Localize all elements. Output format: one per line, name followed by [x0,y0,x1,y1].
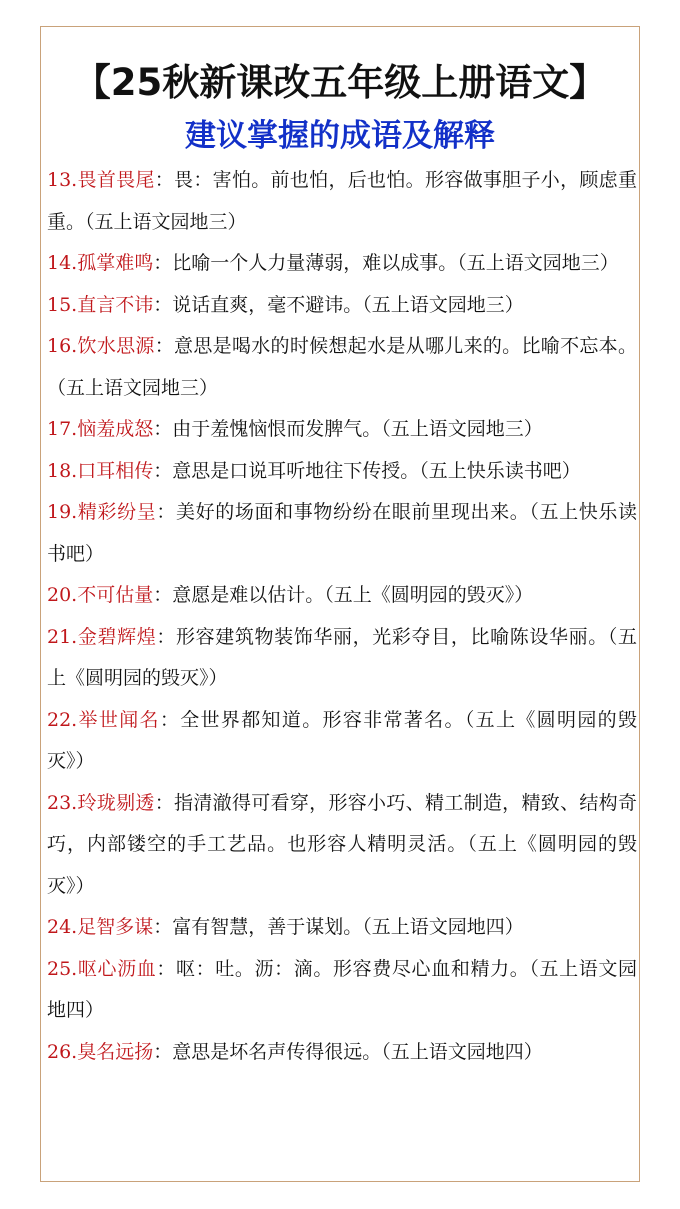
idiom-entry: 16.饮水思源：意思是喝水的时候想起水是从哪儿来的。比喻不忘本。（五上语文园地三） [47,335,637,399]
idiom-term: 饮水思源 [77,335,155,357]
idiom-entry: 20.不可估量：意愿是难以估计。（五上《圆明园的毁灭》） [47,584,534,606]
idiom-term: 呕心沥血 [77,957,157,980]
entry-number: 24. [47,916,78,938]
idiom-entry: 17.恼羞成怒：由于羞愧恼恨而发脾气。（五上语文园地三） [47,418,543,440]
idiom-term: 孤掌难鸣 [77,252,154,274]
entry-number: 15. [47,293,78,316]
entry-number: 14. [47,252,78,274]
entry-number: 26. [47,1040,78,1063]
page-subtitle: 建议掌握的成语及解释 [185,118,495,154]
idiom-entry: 23.玲珑剔透：指清澈得可看穿，形容小巧、精工制造，精致、结构奇巧，内部镂空的手工艺品。也形容人精明灵活。（五上《圆明园的毁灭》） [47,791,637,897]
idiom-term: 口耳相传 [77,459,154,482]
idiom-entry: 26.臭名远扬：意思是坏名声传得很远。（五上语文园地四） [47,1040,543,1063]
idiom-explanation: 美好的场面和事物纷纷在眼前里现出来。（五上快乐读书吧） [47,501,637,565]
entry-number: 25. [47,957,78,980]
idiom-term: 直言不讳 [77,293,154,316]
idiom-term: 不可估量 [77,584,154,606]
entry-number: 19. [47,501,78,523]
idiom-explanation: 指清澈得可看穿，形容小巧、精工制造，精致、结构奇巧，内部镂空的手工艺品。也形容人精明灵活。（五上《圆明园的毁灭》） [47,791,637,897]
entry-number: 17. [47,418,78,440]
idiom-term: 玲珑剔透 [77,791,155,814]
idiom-explanation: 意思是喝水的时候想起水是从哪儿来的。比喻不忘本。（五上语文园地三） [47,335,637,399]
idiom-term: 金碧辉煌 [77,625,157,648]
idiom-entry: 18.口耳相传：意思是口说耳听地往下传授。（五上快乐读书吧） [47,459,581,482]
idiom-term: 精彩纷呈 [77,501,157,523]
idiom-term: 足智多谋 [77,916,154,938]
entry-number: 13. [47,169,78,191]
idiom-explanation: 富有智慧，善于谋划。（五上语文园地四） [172,916,524,938]
entry-number: 16. [47,335,78,357]
idiom-explanation: 畏：害怕。前也怕，后也怕。形容做事胆子小，顾虑重重。（五上语文园地三） [47,169,637,233]
idiom-entry: 15.直言不讳：说话直爽，毫不避讳。（五上语文园地三） [47,293,524,316]
idiom-list [47,160,637,1073]
entry-number: 18. [47,459,78,482]
idiom-entry: 19.精彩纷呈：美好的场面和事物纷纷在眼前里现出来。（五上快乐读书吧） [47,501,637,565]
idiom-explanation: 形容建筑物装饰华丽，光彩夺目，比喻陈设华丽。（五上《圆明园的毁灭》） [47,625,637,689]
entry-number: 23. [47,791,78,814]
idiom-entry: 14.孤掌难鸣：比喻一个人力量薄弱，难以成事。（五上语文园地三） [47,252,619,274]
idiom-term: 臭名远扬 [77,1040,154,1063]
idiom-term: 畏首畏尾 [77,169,155,191]
idiom-entry: 21.金碧辉煌：形容建筑物装饰华丽，光彩夺目，比喻陈设华丽。（五上《圆明园的毁灭》） [47,625,637,689]
entry-number: 22. [47,708,78,731]
idiom-entry: 25.呕心沥血：呕：吐。沥：滴。形容费尽心血和精力。（五上语文园地四） [47,957,637,1021]
idiom-entry: 24.足智多谋：富有智慧，善于谋划。（五上语文园地四） [47,916,524,938]
idiom-explanation: 意愿是难以估计。（五上《圆明园的毁灭》） [172,584,534,606]
idiom-term: 恼羞成怒 [77,418,154,440]
entry-number: 20. [47,584,78,606]
idiom-explanation: 意思是口说耳听地往下传授。（五上快乐读书吧） [172,459,581,482]
idiom-term: 举世闻名 [77,708,160,731]
idiom-explanation: 全世界都知道。形容非常著名。（五上《圆明园的毁灭》） [47,708,637,772]
idiom-explanation: 说话直爽，毫不避讳。（五上语文园地三） [172,293,524,316]
idiom-entry: 13.畏首畏尾：畏：害怕。前也怕，后也怕。形容做事胆子小，顾虑重重。（五上语文园地三） [47,169,637,233]
page-title: 【25秋新课改五年级上册语文】 [73,61,607,104]
idiom-entry: 22.举世闻名：全世界都知道。形容非常著名。（五上《圆明园的毁灭》） [47,708,637,772]
idiom-explanation: 意思是坏名声传得很远。（五上语文园地四） [172,1040,543,1063]
entry-number: 21. [47,625,78,648]
idiom-explanation: 比喻一个人力量薄弱，难以成事。（五上语文园地三） [172,252,619,274]
idiom-explanation: 呕：吐。沥：滴。形容费尽心血和精力。（五上语文园地四） [47,957,637,1021]
idiom-explanation: 由于羞愧恼恨而发脾气。（五上语文园地三） [172,418,543,440]
